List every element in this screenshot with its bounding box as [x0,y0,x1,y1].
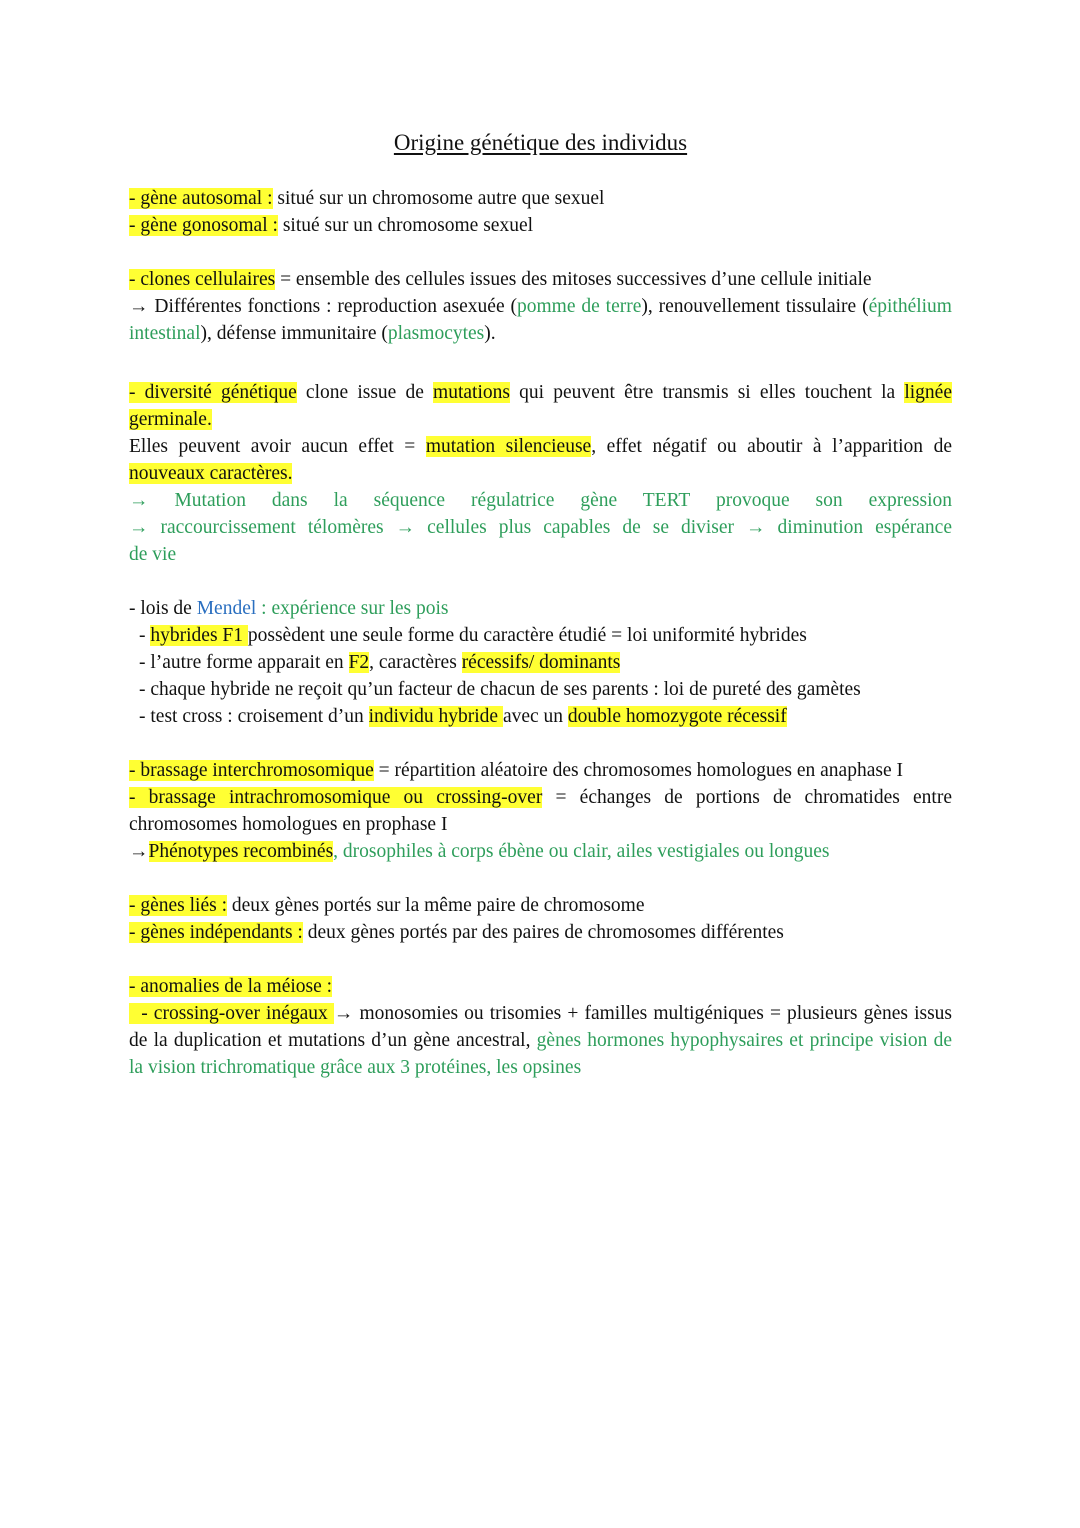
mendel-intro: - lois de Mendel : expérience sur les pois [129,598,449,619]
arrow-icon: → [129,841,149,862]
definition-diversite: - diversité génétique clone issue de mutations qui peuvent être transmis si elles touchent la lignée germinale. [129,382,952,430]
example-tert-line1: → Mutation dans la séquence régulatrice gène TERT provoque son expression [129,490,952,511]
term-individu-hybride: individu hybride [368,706,503,727]
arrow-icon: → [129,296,149,317]
term-silencieuse: mutation silencieuse [425,436,592,457]
example-pomme: pomme de terre [516,296,642,317]
definition-genes-lies: - gènes liés : deux gènes portés sur la même paire de chromosome [129,895,645,916]
term-double-homozygote: double homozygote récessif [567,706,787,727]
definition-interchromosomique: - brassage interchromosomique = répartition aléatoire des chromosomes homologues en anaphase I [129,760,903,781]
term-intrachromosomique: - brassage intrachromosomique ou crossing-over [129,787,543,808]
example-tert-line3: de vie [129,544,177,565]
mendel-law-3: - chaque hybride ne reçoit qu’un facteur de chacun de ses parents : loi de pureté des gamètes [139,679,861,700]
term-gonosomal: - gène gonosomal : [129,215,278,236]
term-recessifs: récessifs/ dominants [461,652,621,673]
definition-intrachromosomique: - brassage intrachromosomique ou crossing-over = échanges de portions de chromatides entre chromosomes homologues en prophase I [129,787,952,835]
page-title: Origine génétique des individus [393,130,688,155]
anomalies-heading [129,973,952,1000]
term-genes-lies: - gènes liés : [129,895,228,916]
anomalies-body: - crossing-over inégaux → monosomies ou trisomies + familles multigéniques = plusieurs gènes issus de la duplication et mutations d’un gène ancestral, gènes hormones hypophysaires et principe vision de la vision trichromatique grâce aux 3 protéines, les opsines [129,1003,953,1078]
def-gonosomal: situé sur un chromosome sexuel [277,215,534,236]
example-tert-line2: → raccourcissement télomères → cellules plus capables de se diviser → diminution espérance [129,517,952,538]
example-opsines: gènes hormones hypophysaires et principe vision de la vision trichromatique grâce aux 3 protéines, les opsines [129,1030,952,1078]
term-anomalies: - anomalies de la méiose : [129,976,333,997]
term-f2: F2 [348,652,370,673]
term-nouveaux: nouveaux caractères. [129,463,293,484]
clones-functions: → Différentes fonctions : reproduction asexuée (pomme de terre), renouvellement tissulaire (épithélium intestinal), défense immunitaire (plasmocytes). [129,296,952,344]
definition-clones [129,266,952,293]
term-crossing-over-inegaux: - crossing-over inégaux [129,1003,334,1024]
term-genes-independants: - gènes indépendants : [129,922,303,943]
definition-gonosomal [129,212,952,239]
mendel-test-cross: - test cross : croisement d’un individu hybride avec un double homozygote récessif [139,706,787,727]
example-drosophiles: , drosophiles à corps ébène ou clair, ailes vestigiales ou longues [333,841,830,862]
term-mutations: mutations [433,382,510,403]
mendel-law-1: - hybrides F1 possèdent une seule forme du caractère étudié = loi uniformité hybrides [139,625,807,646]
name-mendel: Mendel [196,598,257,619]
term-lignee: lignée germinale. [129,382,952,430]
def-autosomal: situé sur un chromosome autre que sexuel [272,188,605,209]
term-diversite: - diversité génétique [129,382,297,403]
term-phenotypes: Phénotypes recombinés [148,841,334,862]
phenotypes-line [129,838,952,865]
example-plasmocytes: plasmocytes [387,323,485,344]
term-clones: - clones cellulaires [129,269,276,290]
term-interchromosomique: - brassage interchromosomique [129,760,374,781]
term-hybrides: hybrides F1 [150,625,248,646]
mendel-law-2: - l’autre forme apparait en F2, caractères récessifs/ dominants [139,652,621,673]
definition-genes-independants: - gènes indépendants : deux gènes portés par des paires de chromosomes différentes [129,922,784,943]
document-page [129,128,952,1081]
mutation-effects: Elles peuvent avoir aucun effet = mutation silencieuse, effet négatif ou aboutir à l’apparition de nouveaux caractères. [129,436,952,484]
def-clones: = ensemble des cellules issues des mitoses successives d’une cellule initiale [275,269,872,290]
example-epithelium: épithélium intestinal [129,296,952,344]
term-autosomal: - gène autosomal : [129,188,273,209]
definition-autosomal [129,185,952,212]
